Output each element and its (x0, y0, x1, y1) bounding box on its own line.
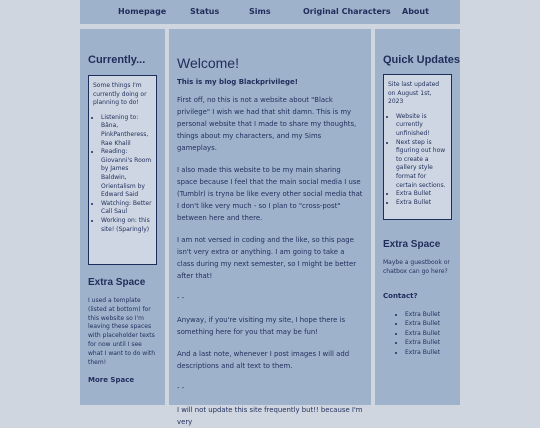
welcome-heading: Welcome! (177, 55, 239, 71)
quick-updates-heading: Quick Updates (383, 54, 461, 66)
update-paragraph: I will not update this site frequently but!! because I'm very (177, 406, 363, 426)
currently-item-reading: • Reading: Giovanni's Room by James Baldwin, Orientalism by Edward Said (101, 148, 152, 200)
nav-link-status[interactable]: Status (190, 7, 220, 16)
extra-space-text: Maybe a guestbook or chatbox can go here? (383, 259, 450, 275)
last-updated-text: Site last updated on August 1st, 2023 (388, 81, 440, 106)
divider-text: - - (177, 384, 185, 392)
contact-item: • Extra Bullet (405, 338, 452, 348)
contact-heading: Contact? (383, 291, 418, 300)
nav-link-original-characters[interactable]: Original Characters (303, 7, 391, 16)
main-content (169, 29, 371, 426)
currently-item-listening: • Listening to: Bâna, PinkPantheress, Rae Khalil (101, 114, 152, 148)
currently-box (88, 75, 157, 265)
extra-space-text: I used a template (listed at bottom) for this website so I'm leaving these spaces with placeholder texts for now until I see what I want to do with them! (88, 297, 156, 366)
update-item: • Extra Bullet (396, 190, 447, 199)
extra-space-heading: Extra Space (88, 277, 146, 288)
update-item: • Website is currently unfinished! (396, 113, 447, 139)
sharing-paragraph: I also made this website to be my main sharing space because I feel that the main social media I use (Tumblr) is tryna be like every other social media that I don't like very much - so I plan to "cross-post" between here and there. (177, 166, 363, 222)
update-item: • Next step is figuring out how to create a gallery style format for certain sections. (396, 139, 447, 191)
nav-link-about[interactable]: About (402, 7, 429, 16)
updates-list (388, 113, 447, 208)
contact-item: • Extra Bullet (405, 348, 452, 358)
right-sidebar (375, 29, 460, 405)
currently-list (93, 114, 152, 234)
currently-intro: Some things I'm currently doing or planning to do! (93, 82, 147, 107)
update-item: • Extra Bullet (396, 199, 447, 208)
left-sidebar (80, 29, 165, 405)
extra-space-heading: Extra Space (383, 239, 441, 250)
more-space-heading: More Space (88, 376, 135, 385)
images-paragraph: And a last note, whenever I post images I will add descriptions and alt text to them. (177, 350, 350, 370)
divider-text: - - (177, 294, 185, 302)
visiting-paragraph: Anyway, if you're visiting my site, I hope there is something here for you that may be fun! (177, 316, 346, 336)
contact-item: • Extra Bullet (405, 310, 452, 320)
nav-link-sims[interactable]: Sims (249, 7, 271, 16)
currently-item-watching: • Watching: Better Call Saul (101, 200, 152, 217)
updates-box (383, 74, 452, 220)
coding-paragraph: I am not versed in coding and the like, so this page isn't very extra or anything. I am going to take a class during my next semester, so I might be better after that! (177, 236, 357, 280)
contact-item: • Extra Bullet (405, 329, 452, 339)
contact-list (383, 310, 452, 358)
currently-item-working: • Working on: this site! (Sparingly) (101, 217, 152, 234)
blog-subheading: This is my blog Blackprivilege! (177, 78, 298, 86)
nav-link-homepage[interactable]: Homepage (118, 7, 167, 16)
intro-paragraph: First off, no this is not a website about "Black privilege" I wish we had that shit damn. This is my personal website that I made to share my thoughts, things about my characters, and my Sims gameplays. (177, 96, 357, 152)
currently-heading: Currently... (88, 54, 146, 66)
top-navigation (80, 0, 460, 24)
contact-item: • Extra Bullet (405, 319, 452, 329)
